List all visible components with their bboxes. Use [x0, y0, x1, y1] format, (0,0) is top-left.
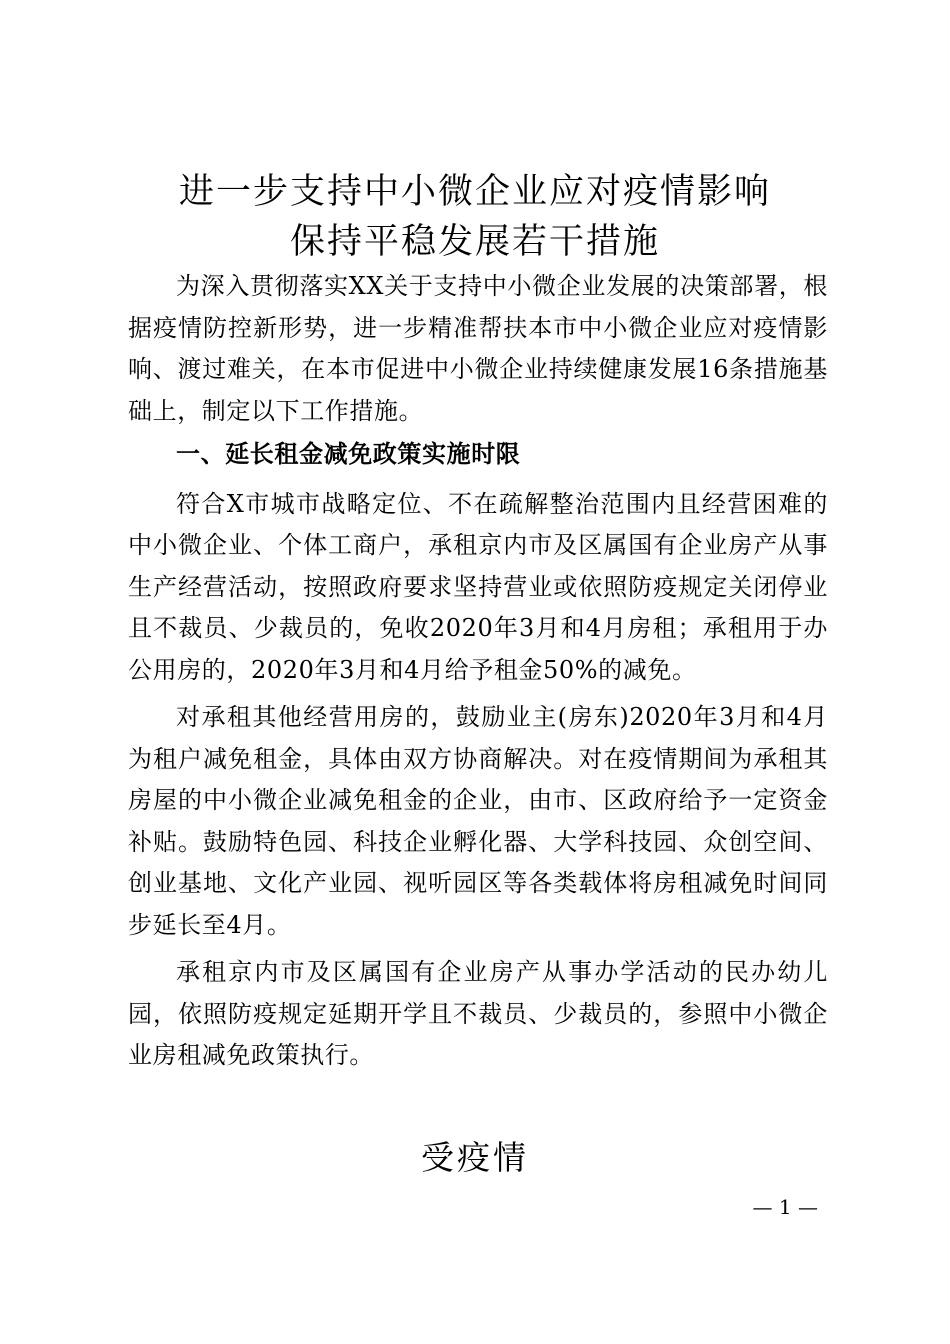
section-1-paragraph-2: 对承租其他经营用房的，鼓励业主(房东)2020年3月和4月为租户减免租金，具体由双方协商解决。对在疫情期间为承租其房屋的中小微企业减免租金的企业，由市、区政府给予一定资金补贴。鼓励特色园、科技企业孵化器、大学科技园、众创空间、创业基地、文化产业园、视听园区等各类载体将房租减免时间同步延长至4月。: [128, 703, 828, 939]
section-1-heading: 一、延长租金减免政策实施时限: [176, 440, 521, 468]
intro-paragraph: 为深入贯彻落实XX关于支持中小微企业发展的决策部署，根据疫情防控新形势，进一步精准帮扶本市中小微企业应对疫情影响、渡过难关，在本市促进中小微企业持续健康发展16条措施基础上，制定以下工作措施。: [128, 272, 828, 425]
trailing-text: 受疫情: [421, 1138, 529, 1177]
document-title-line-1: 进一步支持中小微企业应对疫情影响: [178, 172, 771, 212]
document-body: [128, 266, 828, 1077]
page-number: — 1 —: [752, 1195, 818, 1219]
section-1-paragraph-3: 承租京内市及区属国有企业房产从事办学活动的民办幼儿园，依照防疫规定延期开学且不裁员、少裁员的，参照中小微企业房租减免政策执行。: [128, 958, 828, 1069]
document-title-line-2: 保持平稳发展若干措施: [289, 222, 660, 262]
section-1-paragraph-1: 符合X市城市战略定位、不在疏解整治范围内且经营困难的中小微企业、个体工商户，承租京内市及区属国有企业房产从事生产经营活动，按照政府要求坚持营业或依照防疫规定关闭停业且不裁员、少裁员的，免收2020年3月和4月房租；承租用于办公用房的，2020年3月和4月给予租金50%的减免。: [128, 489, 828, 684]
